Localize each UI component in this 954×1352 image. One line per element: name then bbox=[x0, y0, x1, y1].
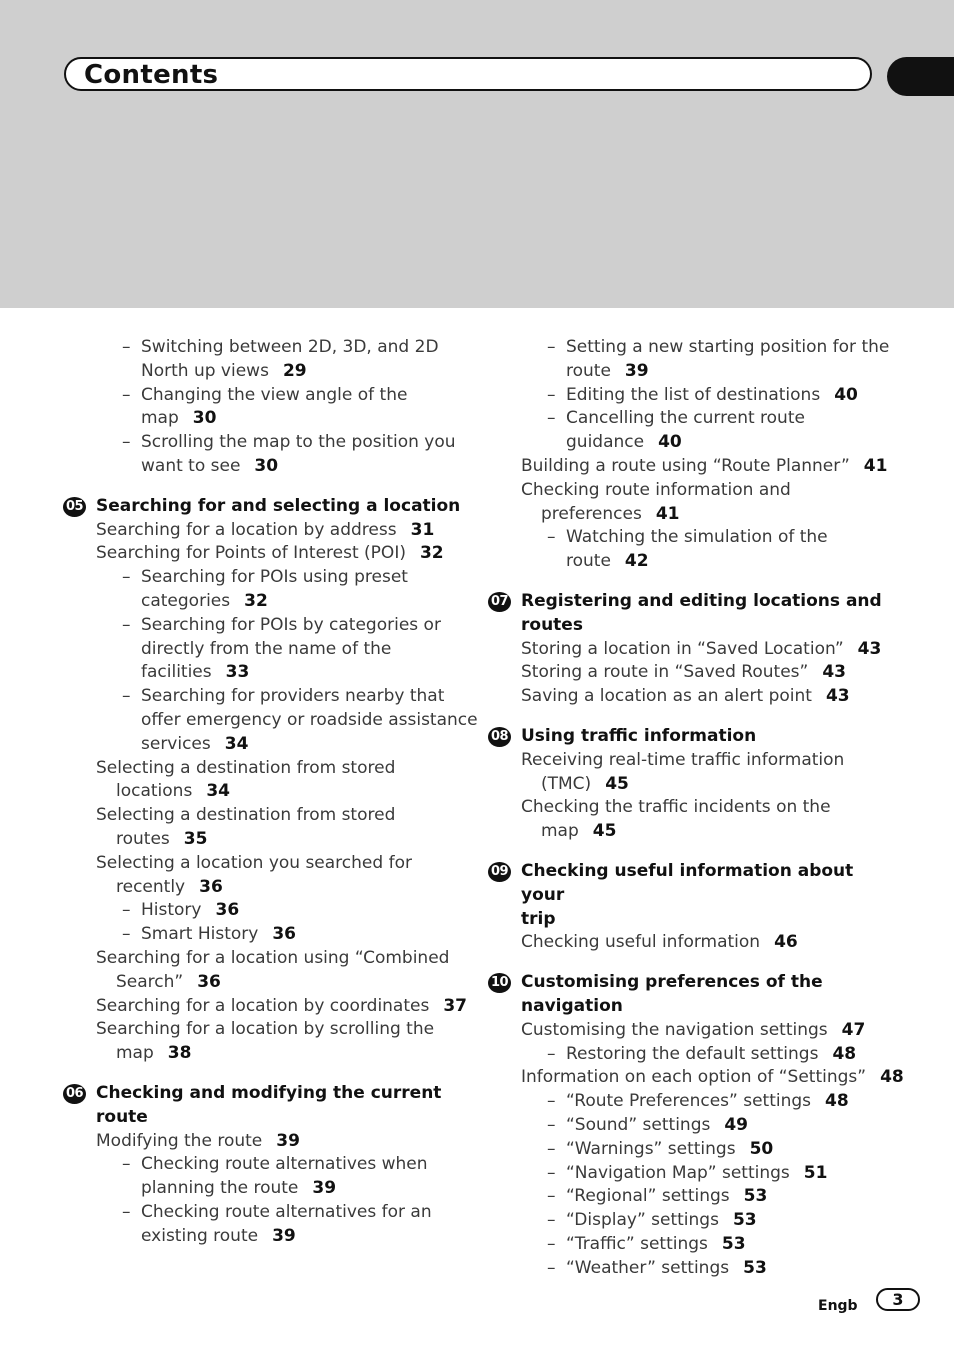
toc-entry-text: Selecting a destination from stored bbox=[96, 805, 396, 826]
chapter-tab-marker bbox=[887, 57, 954, 96]
chapter-number-badge: 09 bbox=[488, 862, 511, 882]
toc-entry-line[interactable] bbox=[64, 336, 464, 360]
toc-page-number: 42 bbox=[624, 551, 649, 572]
toc-entry-text: Search” bbox=[116, 971, 184, 992]
toc-entry-text: categories bbox=[141, 590, 231, 611]
toc-entry-line[interactable] bbox=[64, 1153, 464, 1177]
toc-entry-line[interactable] bbox=[64, 995, 468, 1019]
toc-entry-line[interactable] bbox=[489, 773, 889, 797]
toc-entry-text: Checking useful information bbox=[521, 932, 761, 953]
chapter-number-badge: 05 bbox=[63, 497, 86, 517]
toc-page-number: 48 bbox=[832, 1043, 857, 1064]
toc-entry-text: Storing a location in “Saved Location” bbox=[521, 638, 844, 659]
toc-dash: – bbox=[122, 1154, 131, 1175]
toc-entry-line[interactable] bbox=[489, 638, 889, 662]
toc-column-left bbox=[64, 336, 478, 1248]
toc-entry-text: Editing the list of destinations bbox=[566, 384, 821, 405]
toc-page-number: 39 bbox=[312, 1178, 337, 1199]
toc-entry-line[interactable] bbox=[64, 590, 464, 614]
section-heading-text: routes bbox=[521, 614, 583, 635]
toc-entry-line[interactable] bbox=[489, 1233, 889, 1257]
toc-page-number: 39 bbox=[272, 1225, 296, 1246]
section-heading[interactable] bbox=[64, 495, 464, 519]
toc-entry-text: Changing the view angle of the bbox=[141, 384, 408, 405]
toc-entry-line[interactable] bbox=[489, 1090, 889, 1114]
toc-entry-text: services bbox=[141, 733, 211, 754]
toc-page-number: 36 bbox=[199, 876, 223, 897]
toc-entry-line[interactable] bbox=[489, 661, 889, 685]
toc-entry-line[interactable] bbox=[64, 1177, 464, 1201]
toc-entry-line[interactable] bbox=[489, 749, 889, 773]
toc-dash: – bbox=[122, 337, 131, 357]
toc-entry-line[interactable] bbox=[489, 407, 889, 431]
section-heading[interactable] bbox=[64, 1106, 464, 1130]
toc-entry-text: Searching for a location by address bbox=[96, 519, 397, 540]
toc-dash: – bbox=[122, 567, 131, 588]
toc-column-right bbox=[489, 336, 904, 1280]
header-band bbox=[0, 0, 954, 308]
toc-page-number: 31 bbox=[410, 519, 435, 540]
toc-page-number: 53 bbox=[743, 1186, 768, 1207]
toc-page-number: 39 bbox=[624, 360, 649, 381]
toc-dash: – bbox=[547, 1114, 556, 1135]
toc-entry-line[interactable] bbox=[64, 638, 464, 662]
section-heading-text: Searching for and selecting a location bbox=[96, 495, 461, 516]
section-heading[interactable] bbox=[489, 971, 889, 995]
toc-entry-line[interactable] bbox=[64, 1201, 464, 1225]
toc-entry-line[interactable] bbox=[489, 820, 889, 844]
toc-entry-line[interactable] bbox=[64, 780, 464, 804]
toc-dash: – bbox=[547, 527, 556, 548]
toc-entry-line[interactable] bbox=[64, 947, 464, 971]
toc-entry-line[interactable] bbox=[489, 384, 889, 408]
toc-section-08 bbox=[489, 725, 889, 844]
toc-entry-text: Cancelling the current route bbox=[566, 408, 805, 429]
toc-page-number: 35 bbox=[183, 828, 208, 849]
toc-page-number: 29 bbox=[282, 360, 307, 381]
toc-entry-text: Searching for a location by scrolling the bbox=[96, 1019, 435, 1040]
toc-entry-text: Selecting a destination from stored bbox=[96, 757, 396, 778]
toc-entry-line[interactable] bbox=[64, 828, 464, 852]
page-number: 3 bbox=[876, 1288, 920, 1311]
section-heading-text: Checking useful information about your bbox=[521, 860, 854, 905]
toc-entry-line[interactable] bbox=[489, 503, 889, 527]
toc-entry-line[interactable] bbox=[64, 685, 464, 709]
toc-page-number: 43 bbox=[825, 686, 850, 707]
toc-entry-line[interactable] bbox=[64, 1018, 464, 1042]
toc-dash: – bbox=[122, 614, 131, 635]
toc-entry-line[interactable] bbox=[489, 455, 889, 479]
toc-entry-line[interactable] bbox=[64, 431, 464, 455]
toc-entry-text: map bbox=[541, 821, 579, 842]
toc-entry-line[interactable] bbox=[64, 804, 464, 828]
toc-page-number: 38 bbox=[167, 1043, 192, 1064]
toc-page-number: 53 bbox=[721, 1233, 746, 1254]
toc-entry-line[interactable] bbox=[64, 971, 464, 995]
toc-entry-line[interactable] bbox=[489, 931, 889, 955]
toc-entry-line[interactable] bbox=[64, 852, 464, 876]
toc-entry-text: “Regional” settings bbox=[566, 1186, 730, 1207]
toc-entry-text: Checking route information and bbox=[521, 479, 791, 500]
toc-entry-text: Checking the traffic incidents on the bbox=[521, 797, 831, 818]
toc-dash: – bbox=[547, 1210, 556, 1231]
toc-entry-line[interactable] bbox=[64, 360, 464, 384]
toc-entry-text: History bbox=[141, 900, 202, 921]
toc-entry-line[interactable] bbox=[489, 336, 889, 360]
toc-entry-text: locations bbox=[116, 781, 193, 802]
toc-entry-text: existing route bbox=[141, 1225, 259, 1246]
toc-entry-text: Modifying the route bbox=[96, 1130, 263, 1151]
toc-page-number: 51 bbox=[803, 1162, 828, 1183]
section-heading-text: Checking and modifying the current bbox=[96, 1082, 442, 1103]
toc-dash: – bbox=[122, 924, 131, 945]
toc-entry-line[interactable] bbox=[489, 1066, 904, 1090]
toc-entry-line[interactable] bbox=[64, 384, 464, 408]
toc-entry-line[interactable] bbox=[64, 614, 464, 638]
toc-entry-line[interactable] bbox=[64, 519, 464, 543]
toc-entry-text: “Weather” settings bbox=[566, 1257, 730, 1278]
toc-entry-line[interactable] bbox=[489, 1114, 889, 1138]
toc-entry-line[interactable] bbox=[489, 1043, 889, 1067]
toc-entry-text: Customising the navigation settings bbox=[521, 1019, 828, 1040]
toc-entry-line[interactable] bbox=[489, 550, 889, 574]
toc-entry-text: Checking route alternatives when bbox=[141, 1154, 428, 1175]
chapter-number-badge: 07 bbox=[488, 592, 511, 612]
toc-entry-line[interactable] bbox=[489, 1162, 889, 1186]
toc-dash: – bbox=[547, 408, 556, 429]
section-heading-text: navigation bbox=[521, 995, 623, 1016]
toc-page-number: 46 bbox=[774, 932, 798, 953]
toc-dash: – bbox=[122, 900, 131, 921]
toc-section-06 bbox=[64, 1082, 464, 1249]
toc-dash: – bbox=[547, 1162, 556, 1183]
toc-dash: – bbox=[122, 384, 131, 405]
toc-page-number: 45 bbox=[605, 773, 629, 794]
toc-entry-text: Building a route using “Route Planner” bbox=[521, 455, 850, 476]
toc-entry-line[interactable] bbox=[489, 1019, 889, 1043]
toc-dash: – bbox=[122, 1201, 131, 1222]
toc-dash: – bbox=[547, 1257, 556, 1278]
toc-entry-text: Searching for POIs by categories or bbox=[141, 614, 441, 635]
section-heading-text: route bbox=[96, 1106, 148, 1127]
toc-dash: – bbox=[547, 1233, 556, 1254]
toc-page-number: 40 bbox=[658, 432, 682, 453]
toc-entry-text: route bbox=[566, 360, 611, 381]
toc-page-number: 33 bbox=[225, 662, 250, 683]
toc-entry-text: Scrolling the map to the position you bbox=[141, 432, 456, 453]
toc-entry-line[interactable] bbox=[489, 479, 889, 503]
toc-entry-line[interactable] bbox=[64, 757, 464, 781]
toc-entry-line[interactable] bbox=[64, 1130, 464, 1154]
toc-entry-line[interactable] bbox=[64, 455, 464, 479]
toc-entry-text: map bbox=[141, 408, 179, 429]
toc-page-number: 36 bbox=[197, 971, 221, 992]
toc-page-number: 41 bbox=[655, 503, 680, 524]
toc-page-number: 37 bbox=[443, 995, 468, 1016]
toc-entry-text: want to see bbox=[141, 455, 241, 476]
toc-entry-line[interactable] bbox=[64, 1225, 464, 1249]
toc-entry-text: “Navigation Map” settings bbox=[566, 1162, 790, 1183]
toc-page-number: 32 bbox=[244, 590, 268, 611]
page-title: Contents bbox=[84, 60, 219, 90]
toc-dash: – bbox=[547, 1043, 556, 1064]
toc-page-number: 41 bbox=[863, 455, 888, 476]
toc-page-number: 50 bbox=[749, 1138, 774, 1159]
toc-page-number: 43 bbox=[822, 662, 846, 683]
section-heading[interactable] bbox=[64, 1082, 464, 1106]
toc-page-number: 48 bbox=[825, 1091, 849, 1112]
toc-entry-line[interactable] bbox=[489, 360, 889, 384]
toc-entry-line[interactable] bbox=[64, 1042, 464, 1066]
toc-entry-text: guidance bbox=[566, 432, 645, 453]
toc-entry-text: Smart History bbox=[141, 924, 259, 945]
toc-entry-text: Checking route alternatives for an bbox=[141, 1201, 432, 1222]
toc-page-number: 53 bbox=[743, 1257, 767, 1278]
chapter-number-badge: 08 bbox=[488, 727, 511, 747]
toc-entry-text: recently bbox=[116, 876, 186, 897]
section-heading[interactable] bbox=[489, 614, 889, 638]
title-frame bbox=[64, 57, 872, 91]
toc-entry-text: routes bbox=[116, 828, 170, 849]
section-heading-text: Registering and editing locations and bbox=[521, 590, 882, 611]
toc-page-number: 43 bbox=[857, 638, 882, 659]
toc-entry-text: Watching the simulation of the bbox=[566, 527, 828, 548]
toc-section-10 bbox=[489, 971, 904, 1280]
toc-entry-line[interactable] bbox=[489, 1257, 889, 1281]
toc-section-05 bbox=[64, 495, 478, 1066]
toc-page-number: 40 bbox=[834, 384, 858, 405]
toc-entry-text: Searching for a location using “Combined bbox=[96, 947, 450, 968]
toc-dash: – bbox=[547, 1186, 556, 1207]
toc-entry-line[interactable] bbox=[64, 542, 464, 566]
toc-entry-text: “Sound” settings bbox=[566, 1114, 711, 1135]
toc-entry-text: Storing a route in “Saved Routes” bbox=[521, 662, 809, 683]
toc-entry-line[interactable] bbox=[489, 1185, 889, 1209]
toc-page-number: 34 bbox=[224, 733, 249, 754]
section-heading[interactable] bbox=[489, 995, 889, 1019]
toc-entry-text: (TMC) bbox=[541, 773, 592, 794]
toc-entry-line[interactable] bbox=[489, 526, 889, 550]
toc-dash: – bbox=[122, 686, 131, 707]
toc-page-number: 36 bbox=[215, 900, 240, 921]
section-heading[interactable] bbox=[489, 860, 889, 908]
toc-dash: – bbox=[122, 432, 131, 453]
toc-entry-line[interactable] bbox=[489, 1138, 889, 1162]
section-heading-text: Customising preferences of the bbox=[521, 972, 823, 993]
toc-entry-text: Saving a location as an alert point bbox=[521, 686, 812, 707]
toc-entry-text: offer emergency or roadside assistance bbox=[141, 709, 478, 730]
toc-page-number: 30 bbox=[254, 455, 279, 476]
toc-entry-text: Switching between 2D, 3D, and 2D bbox=[141, 337, 439, 357]
toc-entry-text: Setting a new starting position for the bbox=[566, 337, 890, 357]
toc-dash: – bbox=[547, 1138, 556, 1159]
toc-entry-text: Restoring the default settings bbox=[566, 1043, 819, 1064]
toc-entry-text: “Route Preferences” settings bbox=[566, 1091, 812, 1112]
section-heading[interactable] bbox=[489, 590, 889, 614]
toc-entry-text: Searching for POIs using preset bbox=[141, 567, 408, 588]
toc-entry-text: route bbox=[566, 551, 611, 572]
toc-entry-text: planning the route bbox=[141, 1178, 299, 1199]
toc-entry-line[interactable] bbox=[489, 431, 889, 455]
toc-entry-text: directly from the name of the bbox=[141, 638, 392, 659]
section-heading-text: Using traffic information bbox=[521, 725, 757, 746]
toc-page-number: 45 bbox=[592, 821, 617, 842]
toc-dash: – bbox=[547, 337, 556, 357]
toc-entry-line[interactable] bbox=[64, 733, 464, 757]
toc-entry-line[interactable] bbox=[64, 566, 464, 590]
toc-page-number: 34 bbox=[206, 781, 230, 802]
toc-entry-text: map bbox=[116, 1043, 154, 1064]
toc-page-number: 39 bbox=[276, 1130, 300, 1151]
toc-entry-text: Information on each option of “Settings” bbox=[521, 1067, 867, 1088]
toc-entry-line[interactable] bbox=[64, 407, 464, 431]
toc-entry-line[interactable] bbox=[64, 876, 464, 900]
chapter-number-badge: 06 bbox=[63, 1084, 86, 1104]
toc-entry-text: Searching for a location by coordinates bbox=[96, 995, 430, 1016]
toc-entry-text: “Traffic” settings bbox=[566, 1233, 708, 1254]
toc-entry-line[interactable] bbox=[489, 685, 889, 709]
toc-entry-text: “Warnings” settings bbox=[566, 1138, 736, 1159]
toc-dash: – bbox=[547, 384, 556, 405]
toc-entry-line[interactable] bbox=[64, 923, 464, 947]
toc-entry-text: North up views bbox=[141, 360, 269, 381]
toc-dash: – bbox=[547, 1091, 556, 1112]
toc-entry-line[interactable] bbox=[64, 709, 478, 733]
toc-entry-line[interactable] bbox=[489, 1209, 889, 1233]
toc-page-number: 47 bbox=[841, 1019, 866, 1040]
toc-entry-text: Receiving real-time traffic information bbox=[521, 749, 845, 770]
toc-page-number: 53 bbox=[732, 1210, 757, 1231]
section-heading[interactable] bbox=[489, 725, 889, 749]
toc-entry-text: preferences bbox=[541, 503, 642, 524]
section-heading[interactable] bbox=[489, 908, 889, 932]
language-code: Engb bbox=[818, 1298, 858, 1314]
toc-page-number: 49 bbox=[724, 1114, 749, 1135]
toc-entry-text: Selecting a location you searched for bbox=[96, 852, 412, 873]
toc-entry-line[interactable] bbox=[64, 661, 464, 685]
toc-entry-line[interactable] bbox=[489, 796, 889, 820]
toc-page-number: 36 bbox=[272, 924, 296, 945]
toc-entry-text: Searching for Points of Interest (POI) bbox=[96, 543, 406, 564]
chapter-number-badge: 10 bbox=[488, 973, 511, 993]
toc-page-number: 32 bbox=[419, 543, 444, 564]
toc-page-number: 30 bbox=[192, 408, 217, 429]
toc-entry-text: Searching for providers nearby that bbox=[141, 686, 445, 707]
toc-entry-text: “Display” settings bbox=[566, 1210, 719, 1231]
section-heading-text: trip bbox=[521, 908, 556, 929]
toc-entry-line[interactable] bbox=[64, 899, 464, 923]
toc-section-07 bbox=[489, 590, 889, 709]
toc-page-number: 48 bbox=[880, 1067, 904, 1088]
toc-entry-text: facilities bbox=[141, 662, 212, 683]
toc-section-09 bbox=[489, 860, 889, 955]
